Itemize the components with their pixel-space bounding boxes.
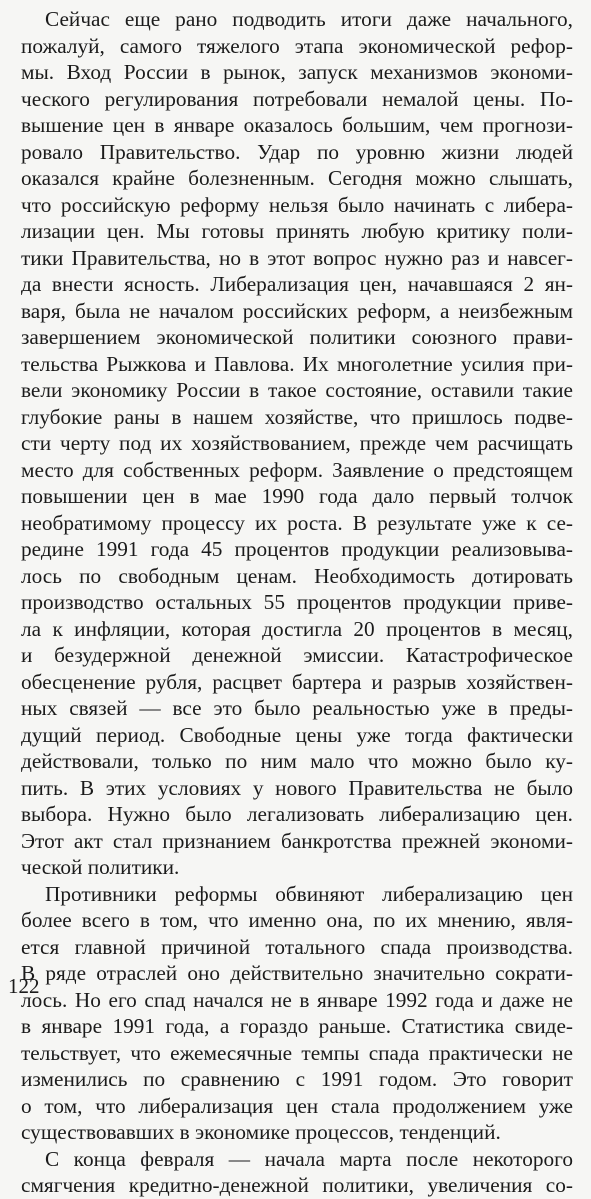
text-line: смягчения кредитно-денежной политики, увеличения со- xyxy=(21,1173,573,1197)
text-line: тики Правительства, но в этот вопрос нужно раз и навсег- xyxy=(21,245,573,270)
text-line: производство остальных 55 процентов продукции приве- xyxy=(21,590,573,614)
text-line: ла к инфляции, которая достигла 20 процентов в месяц, xyxy=(21,616,573,641)
paragraph-2 xyxy=(21,881,573,1146)
text-line: необратимому процессу их роста. В результате уже к се- xyxy=(21,510,573,535)
text-line: более всего в том, что именно она, по их мнению, явля- xyxy=(21,908,573,932)
text-line: да внести ясность. Либерализация цен, начавшаяся 2 ян- xyxy=(21,272,573,296)
text-line: выбора. Нужно было легализовать либерализацию цен. xyxy=(21,802,573,826)
text-line: оказался крайне болезненным. Сегодня можно слышать, xyxy=(21,166,573,190)
text-line: повышении цен в мае 1990 года дало первый толчок xyxy=(21,484,573,508)
text-line: ных связей — все это было реальностью уже в преды- xyxy=(21,696,573,720)
text-line: ческой политики. xyxy=(21,855,180,879)
text-line: ровало Правительство. Удар по уровню жизни людей xyxy=(21,139,573,164)
text-line: место для собственных реформ. Заявление о предстоящем xyxy=(21,457,573,482)
text-line: ческого регулирования потребовали немалой цены. По- xyxy=(21,86,573,111)
text-line: пожалуй, самого тяжелого этапа экономической рефор- xyxy=(21,33,573,58)
text-line: Сейчас еще рано подводить итоги даже начального, xyxy=(45,7,573,31)
text-line: глубокие раны в нашем хозяйстве, что пришлось подве- xyxy=(21,404,573,429)
text-line: дущий период. Свободные цены уже тогда фактически xyxy=(21,722,573,747)
text-line: лось по свободным ценам. Необходимость дотировать xyxy=(21,563,573,588)
text-line: в январе 1991 года, а гораздо раньше. Статистика свиде- xyxy=(21,1014,573,1038)
text-line: сти черту под их хозяйствованием, прежде чем расчищать xyxy=(21,431,573,455)
text-line: С конца февраля — начала марта после некоторого xyxy=(45,1146,573,1171)
paragraph-3 xyxy=(21,1146,573,1199)
text-line: мы. Вход России в рынок, запуск механизмов экономи- xyxy=(21,60,573,84)
text-line: обесценение рубля, расцвет бартера и разрыв хозяйствен- xyxy=(21,669,573,694)
text-line: вышение цен в январе оказалось большим, чем прогнози- xyxy=(21,113,573,137)
text-line: варя, была не началом российских реформ, а неизбежным xyxy=(21,298,573,323)
text-line: редине 1991 года 45 процентов продукции реализовыва- xyxy=(21,537,573,561)
text-line: завершением экономической политики союзного прави- xyxy=(21,325,573,349)
text-line: лизации цен. Мы готовы принять любую критику поли- xyxy=(21,219,573,243)
text-line: и безудержной денежной эмиссии. Катастрофическое xyxy=(21,643,573,667)
text-line: о том, что либерализация цен стала продолжением уже xyxy=(21,1093,573,1118)
text-line: В ряде отраслей оно действительно значительно сократи- xyxy=(21,961,573,985)
paragraph-1 xyxy=(21,6,573,881)
text-line: существовавших в экономике процессов, тенденций. xyxy=(21,1120,501,1144)
text-line: действовали, только по ним мало что можно было ку- xyxy=(21,749,573,773)
text-line: тельствует, что ежемесячные темпы спада практически не xyxy=(21,1040,573,1065)
page-number: 122 xyxy=(8,974,40,998)
text-line: ется главной причиной тотального спада производства. xyxy=(21,934,573,959)
text-line: что российскую реформу нельзя было начинать с либера- xyxy=(21,192,573,217)
text-line: пить. В этих условиях у нового Правительства не было xyxy=(21,775,573,800)
text-line: тельства Рыжкова и Павлова. Их многолетние усилия при- xyxy=(21,351,573,376)
text-line: Этот акт стал признанием банкротства прежней экономи- xyxy=(21,828,573,853)
text-line: Противники реформы обвиняют либерализацию цен xyxy=(45,881,573,906)
text-line: лось. Но его спад начался не в январе 1992 года и даже не xyxy=(21,987,573,1012)
text-line: вели экономику России в такое состояние, оставили такие xyxy=(21,378,573,402)
text-line: изменились по сравнению с 1991 годом. Это говорит xyxy=(21,1067,573,1091)
text-block xyxy=(21,6,573,1199)
